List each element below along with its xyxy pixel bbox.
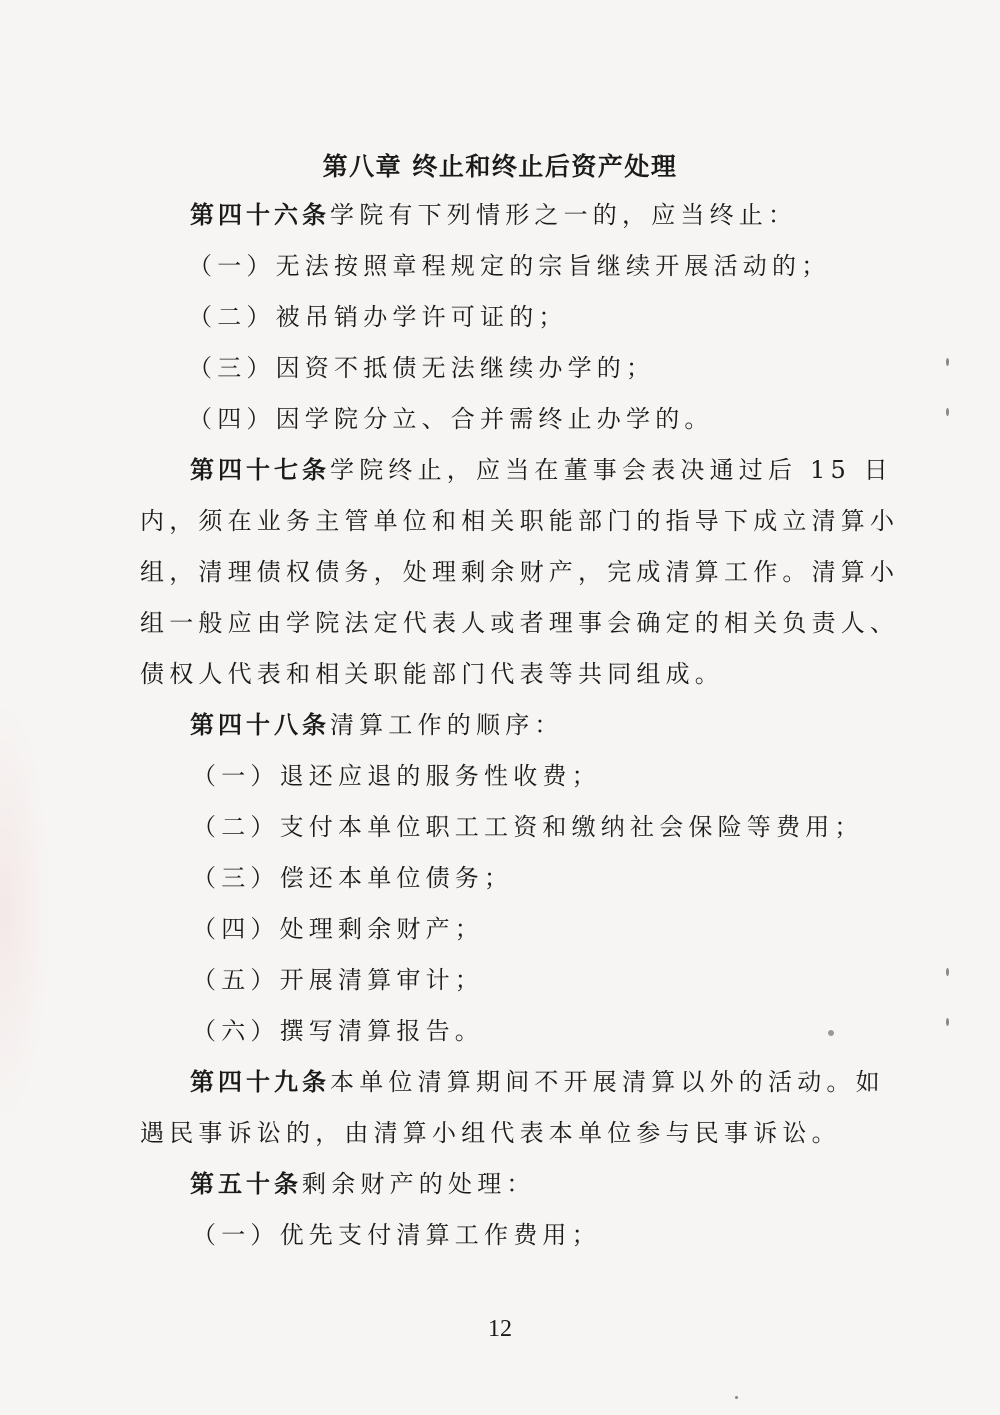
scan-speck (735, 1396, 738, 1399)
article-46-item-3: （三）因资不抵债无法继续办学的； (188, 354, 656, 382)
article-47-text: 学院终止，应当在董事会表决通过后 15 日 (330, 456, 893, 484)
scan-speck (946, 1018, 949, 1026)
scan-speck (828, 1030, 834, 1036)
article-46-heading: 第四十六条 (190, 201, 330, 229)
article-48-paragraph (190, 710, 564, 740)
article-47-line-3: 组，清理债权债务，处理剩余财产，完成清算工作。清算小 (140, 558, 900, 586)
article-46-item-1: （一）无法按照章程规定的宗旨继续开展活动的； (188, 252, 831, 280)
article-48-heading: 第四十八条 (190, 711, 330, 739)
article-50-heading: 第五十条 (190, 1170, 302, 1198)
article-50-text: 剩余财产的处理： (302, 1170, 536, 1198)
article-48-item-3: （三）偿还本单位债务； (192, 864, 514, 892)
article-47-line-5: 债权人代表和相关职能部门代表等共同组成。 (140, 660, 724, 688)
article-49-text: 本单位清算期间不开展清算以外的活动。如 (330, 1068, 885, 1096)
article-46-text: 学院有下列情形之一的，应当终止： (330, 201, 798, 229)
article-48-item-5: （五）开展清算审计； (192, 966, 484, 994)
article-49-line-1 (190, 1067, 885, 1097)
scan-speck (946, 408, 949, 416)
scan-speck (946, 968, 949, 976)
page-number: 12 (488, 1316, 512, 1342)
article-48-item-1: （一）退还应退的服务性收费； (192, 762, 601, 790)
scan-speck (946, 358, 949, 366)
article-47-line-4: 组一般应由学院法定代表人或者理事会确定的相关负责人、 (140, 609, 900, 637)
article-48-item-6: （六）撰写清算报告。 (192, 1017, 484, 1045)
article-48-item-4: （四）处理剩余财产； (192, 915, 484, 943)
article-49-line-2: 遇民事诉讼的，由清算小组代表本单位参与民事诉讼。 (140, 1119, 841, 1147)
article-50-paragraph (190, 1169, 536, 1199)
article-49-heading: 第四十九条 (190, 1068, 330, 1096)
article-46-item-2: （二）被吊销办学许可证的； (188, 303, 568, 331)
article-48-item-2: （二）支付本单位职工工资和缴纳社会保险等费用； (192, 813, 864, 841)
article-47-line-2: 内，须在业务主管单位和相关职能部门的指导下成立清算小 (140, 507, 900, 535)
article-48-text: 清算工作的顺序： (330, 711, 564, 739)
chapter-title: 第八章 终止和终止后资产处理 (322, 152, 678, 181)
article-50-item-1: （一）优先支付清算工作费用； (192, 1221, 601, 1249)
article-46-item-4: （四）因学院分立、合并需终止办学的。 (188, 405, 714, 433)
article-47-heading: 第四十七条 (190, 456, 330, 484)
article-46-paragraph (190, 200, 797, 230)
article-47-line-1 (190, 455, 893, 485)
